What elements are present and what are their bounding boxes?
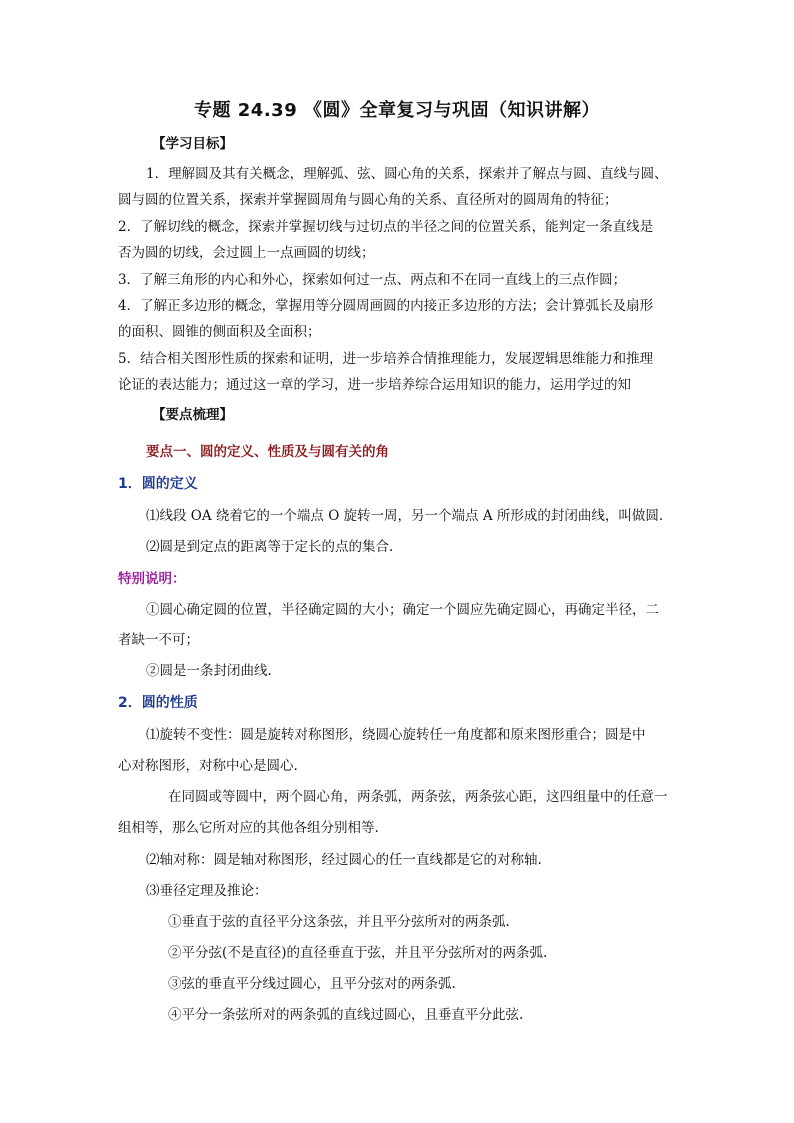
note-line: ①圆心确定圆的位置，半径确定圆的大小；确定一个圆应先确定圆心，再确定半径，二 [146, 602, 659, 618]
property-line: ⑴旋转不变性：圆是旋转对称图形，绕圆心旋转任一角度都和原来图形重合；圆是中 [146, 727, 646, 743]
property-line: 心对称图形，对称中心是圆心. [118, 758, 298, 774]
goal-line: 3．了解三角形的内心和外心，探索如何过一点、两点和不在同一直线上的三点作圆； [118, 272, 627, 288]
key-point-heading: 要点一、圆的定义、性质及与圆有关的角 [146, 444, 389, 460]
property-line: 组相等，那么它所对应的其他各组分别相等. [118, 820, 379, 836]
goal-line: 5．结合相关图形性质的探索和证明，进一步培养合情推理能力，发展逻辑思维能力和推理 [118, 351, 654, 367]
goal-line: 2．了解切线的概念，探索并掌握切线与过切点的半径之间的位置关系，能判定一条直线是 [118, 219, 654, 235]
section-1-title: 1．圆的定义 [118, 476, 198, 492]
page-title: 专题 24.39 《圆》全章复习与巩固（知识讲解） [194, 100, 600, 121]
section-2-title: 2．圆的性质 [118, 695, 198, 711]
property-line: ⑵轴对称：圆是轴对称图形，经过圆心的任一直线都是它的对称轴. [146, 852, 542, 868]
theorem-item: ④平分一条弦所对的两条弧的直线过圆心，且垂直平分此弦. [168, 1007, 524, 1023]
goals-header: 【学习目标】 [152, 136, 233, 152]
goal-line: 圆与圆的位置关系，探索并掌握圆周角与圆心角的关系、直径所对的圆周角的特征； [118, 192, 618, 208]
points-header: 【要点梳理】 [152, 407, 233, 423]
goal-line: 1．理解圆及其有关概念，理解弧、弦、圆心角的关系，探索并了解点与圆、直线与圆、 [146, 166, 668, 182]
theorem-item: ③弦的垂直平分线过圆心，且平分弦对的两条弧. [168, 976, 456, 992]
special-note-heading: 特别说明： [118, 571, 186, 587]
property-line: ⑶垂径定理及推论： [146, 883, 268, 899]
goal-line: 4．了解正多边形的概念，掌握用等分圆周画圆的内接正多边形的方法；会计算弧长及扇形 [118, 298, 654, 314]
definition-item: ⑴线段 OA 绕着它的一个端点 O 旋转一周，另一个端点 A 所形成的封闭曲线，叫做圆. [146, 508, 664, 524]
theorem-item: ②平分弦(不是直径)的直径垂直于弦，并且平分弦所对的两条弧. [168, 945, 548, 961]
goal-line: 论证的表达能力；通过这一章的学习，进一步培养综合运用知识的能力，运用学过的知 [118, 377, 631, 393]
goal-line: 否为圆的切线，会过圆上一点画圆的切线； [118, 245, 375, 261]
goal-line: 的面积、圆锥的侧面积及全面积； [118, 324, 321, 340]
definition-item: ⑵圆是到定点的距离等于定长的点的集合. [146, 539, 394, 555]
note-line: 者缺一不可； [118, 632, 199, 648]
property-line: 在同圆或等圆中，两个圆心角，两条弧，两条弦，两条弦心距，这四组量中的任意一 [168, 789, 668, 805]
note-line: ②圆是一条封闭曲线. [146, 663, 272, 679]
theorem-item: ①垂直于弦的直径平分这条弦，并且平分弦所对的两条弧. [168, 914, 510, 930]
